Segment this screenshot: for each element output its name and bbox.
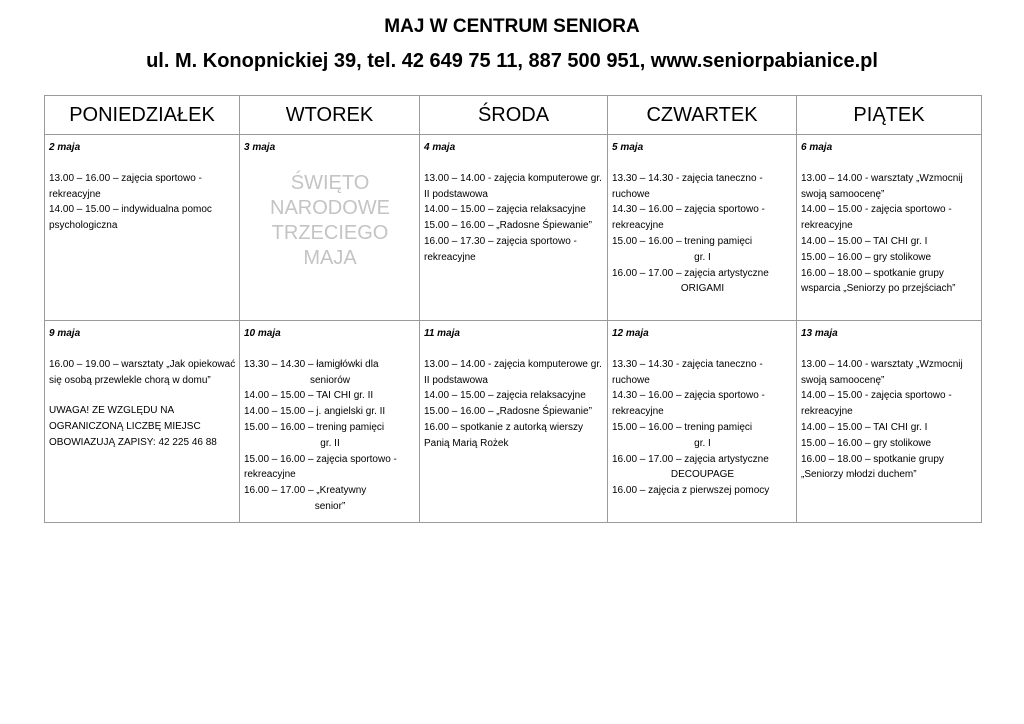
- holiday-line: NARODOWE: [270, 196, 390, 219]
- event-entry: 15.00 – 16.00 – gry stolikowe: [801, 437, 932, 449]
- day-cell-thursday: [608, 321, 797, 523]
- event-entry-continued: gr. I: [694, 251, 711, 263]
- event-entry: 16.00 – 17.30 – zajęcia sportowo - rekreacyjne: [424, 235, 577, 263]
- day-header-wednesday: ŚRODA: [420, 96, 608, 135]
- event-entry: 16.00 – 17.00 – zajęcia artystyczne: [612, 267, 769, 279]
- event-entry: 13.30 – 14.30 - zajęcia taneczno - ruchowe: [612, 172, 763, 200]
- event-entry: 14.30 – 16.00 – zajęcia sportowo - rekreacyjne: [612, 204, 765, 232]
- registration-note: UWAGA! ZE WZGLĘDU NA OGRANICZONĄ LICZBĘ MIEJSC OBOWIAZUJĄ ZAPISY: 42 225 46 88: [49, 405, 217, 448]
- event-entry: 14.00 – 15.00 – j. angielski gr. II: [244, 406, 386, 418]
- event-entry: 15.00 – 16.00 – trening pamięci: [612, 421, 753, 433]
- table-row: [45, 321, 982, 523]
- day-cell-tuesday: [240, 321, 420, 523]
- event-entry-continued: senior”: [314, 500, 346, 512]
- holiday-label: [244, 171, 416, 271]
- event-entry-continued: ORIGAMI: [680, 283, 725, 295]
- event-entry: 15.00 – 16.00 – „Radosne Śpiewanie”: [424, 406, 592, 418]
- event-entry: 14.00 – 15.00 – indywidualna pomoc psychologiczna: [49, 204, 212, 232]
- contact-line: ul. M. Konopnickiej 39, tel. 42 649 75 11, 887 500 951, www.seniorpabianice.pl: [146, 50, 878, 72]
- event-entry: 16.00 – 18.00 – spotkanie grupy „Seniorzy młodzi duchem”: [801, 453, 944, 481]
- cell-date: 2 maja: [49, 142, 81, 153]
- day-cell-monday: [45, 135, 240, 321]
- day-cell-tuesday: [240, 135, 420, 321]
- event-entry: 13.00 – 16.00 – zajęcia sportowo - rekreacyjne: [49, 172, 202, 200]
- event-entry: 16.00 – 17.00 – zajęcia artystyczne: [612, 453, 769, 465]
- holiday-line: MAJA: [303, 246, 357, 269]
- event-entry: 14.00 – 15.00 - zajęcia sportowo - rekreacyjne: [801, 390, 952, 418]
- cell-date: 3 maja: [244, 142, 276, 153]
- event-entry: 15.00 – 16.00 – zajęcia sportowo - rekreacyjne: [244, 453, 397, 481]
- day-header-friday: PIĄTEK: [797, 96, 982, 135]
- holiday-line: TRZECIEGO: [271, 221, 389, 244]
- event-entry: 14.30 – 16.00 – zajęcia sportowo - rekreacyjne: [612, 390, 765, 418]
- cell-date: 9 maja: [49, 328, 81, 339]
- event-entry-continued: DECOUPAGE: [670, 469, 735, 481]
- day-cell-wednesday: [420, 321, 608, 523]
- event-entry: 15.00 – 16.00 – gry stolikowe: [801, 251, 932, 263]
- day-cell-monday: [45, 321, 240, 523]
- event-entry: 13.00 – 14.00 - warsztaty „Wzmocnij swoją samoocenę”: [801, 172, 963, 200]
- event-entry: 15.00 – 16.00 – trening pamięci: [612, 235, 753, 247]
- event-entry: 14.00 – 15.00 – zajęcia relaksacyjne: [424, 204, 586, 216]
- event-entry: 13.00 – 14.00 - zajęcia komputerowe gr. II podstawowa: [424, 172, 602, 200]
- day-cell-wednesday: [420, 135, 608, 321]
- event-entry-continued: gr. II: [320, 437, 340, 449]
- cell-date: 12 maja: [612, 328, 649, 339]
- event-entry: 13.00 – 14.00 - warsztaty „Wzmocnij swoją samoocenę”: [801, 358, 963, 386]
- event-entry: 13.30 – 14.30 – łamigłówki dla: [244, 358, 379, 370]
- schedule-table: [44, 95, 982, 523]
- cell-date: 5 maja: [612, 142, 644, 153]
- event-entry: 14.00 – 15.00 – zajęcia relaksacyjne: [424, 390, 586, 402]
- event-entry: 16.00 – 17.00 – „Kreatywny: [244, 485, 367, 497]
- event-entry-continued: seniorów: [309, 374, 351, 386]
- event-entry: 13.00 – 14.00 - zajęcia komputerowe gr. II podstawowa: [424, 358, 602, 386]
- cell-date: 13 maja: [801, 328, 838, 339]
- cell-date: 6 maja: [801, 142, 833, 153]
- event-entry: 14.00 – 15.00 – TAI CHI gr. I: [801, 235, 928, 247]
- cell-date: 4 maja: [424, 142, 456, 153]
- event-entry: 15.00 – 16.00 – trening pamięci: [244, 421, 385, 433]
- holiday-line: ŚWIĘTO: [290, 171, 370, 194]
- day-header-row: [45, 96, 982, 135]
- day-header-tuesday: WTOREK: [240, 96, 420, 135]
- day-cell-friday: [797, 135, 982, 321]
- event-entry: 14.00 – 15.00 – TAI CHI gr. II: [244, 390, 374, 402]
- event-entry: 16.00 – 19.00 – warsztaty „Jak opiekować się osobą przewlekle chorą w domu”: [49, 358, 236, 386]
- event-entry: 16.00 – spotkanie z autorką wierszy Panią Marią Rożek: [424, 421, 583, 449]
- event-entry: 16.00 – zajęcia z pierwszej pomocy: [612, 485, 770, 497]
- cell-date: 10 maja: [244, 328, 281, 339]
- day-cell-friday: [797, 321, 982, 523]
- event-entry: 13.30 – 14.30 - zajęcia taneczno - ruchowe: [612, 358, 763, 386]
- spacer: [49, 388, 236, 403]
- event-entry: 16.00 – 18.00 – spotkanie grupy wsparcia „Seniorzy po przejściach”: [801, 267, 956, 295]
- day-header-monday: PONIEDZIAŁEK: [45, 96, 240, 135]
- event-entry-continued: gr. I: [694, 437, 711, 449]
- day-cell-thursday: [608, 135, 797, 321]
- cell-date: 11 maja: [424, 328, 460, 339]
- event-entry: 15.00 – 16.00 – „Radosne Śpiewanie”: [424, 220, 592, 232]
- table-row: [45, 135, 982, 321]
- event-entry: 14.00 – 15.00 – TAI CHI gr. I: [801, 421, 928, 433]
- event-entry: 14.00 – 15.00 - zajęcia sportowo - rekreacyjne: [801, 204, 952, 232]
- page-title: MAJ W CENTRUM SENIORA: [384, 16, 640, 37]
- day-header-thursday: CZWARTEK: [608, 96, 797, 135]
